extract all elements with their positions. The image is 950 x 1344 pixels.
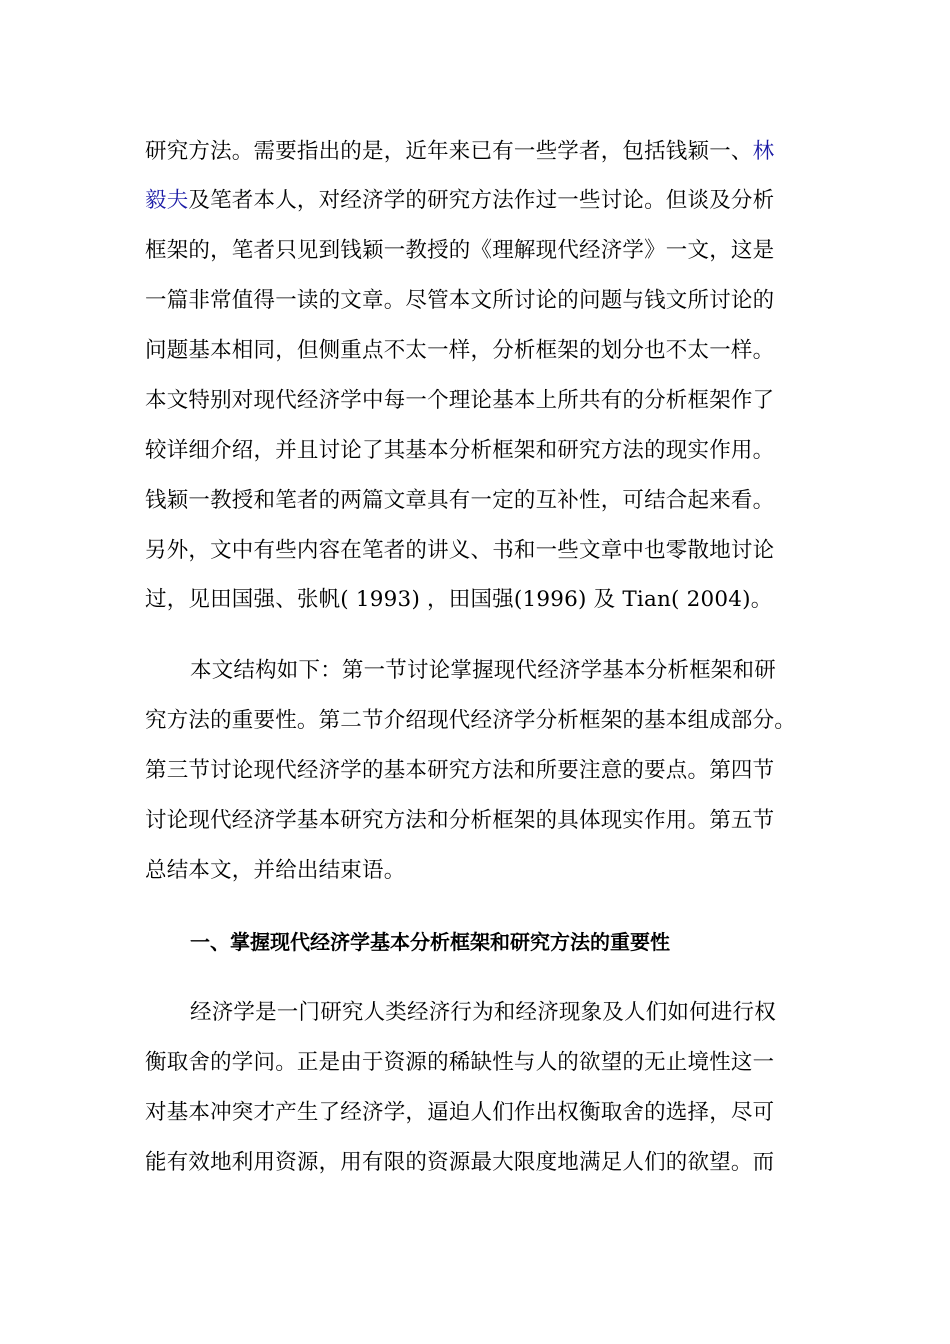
paragraph-1-line-8: 钱颖一教授和笔者的两篇文章具有一定的互补性，可结合起来看。 xyxy=(145,488,775,513)
paragraph-1-line-6: 本文特别对现代经济学中每一个理论基本上所共有的分析框架作了 xyxy=(145,388,775,413)
paragraph-2-line-2: 究方法的重要性。第二节介绍现代经济学分析框架的基本组成部分。 xyxy=(145,708,797,733)
paragraph-1-line-1 xyxy=(145,137,825,167)
text-segment: 及笔者本人，对经济学的研究方法作过一些讨论。但谈及分析 xyxy=(188,188,775,213)
author-link-lin-part-2[interactable]: 毅夫 xyxy=(145,188,189,213)
text-segment: 研究方法。需要指出的是，近年来已有一些学者，包括钱颖一、 xyxy=(145,139,753,164)
paragraph-1-line-7: 较详细介绍，并且讨论了其基本分析框架和研究方法的现实作用。 xyxy=(145,438,775,463)
section-heading: 一、掌握现代经济学基本分析框架和研究方法的重要性 xyxy=(190,930,670,954)
paragraph-1-line-5: 问题基本相同，但侧重点不太一样，分析框架的划分也不太一样。 xyxy=(145,338,775,363)
author-link-lin-part-1[interactable]: 林 xyxy=(752,139,775,164)
paragraph-1-line-9: 另外，文中有些内容在笔者的讲义、书和一些文章中也零散地讨论 xyxy=(145,538,775,563)
paragraph-2-line-1: 本文结构如下：第一节讨论掌握现代经济学基本分析框架和研 xyxy=(190,658,776,683)
paragraph-3-line-3: 对基本冲突才产生了经济学，逼迫人们作出权衡取舍的选择，尽可 xyxy=(145,1100,775,1125)
paragraph-3-line-2: 衡取舍的学问。正是由于资源的稀缺性与人的欲望的无止境性这一 xyxy=(145,1050,775,1075)
paragraph-3-line-1: 经济学是一门研究人类经济行为和经济现象及人们如何进行权 xyxy=(190,1000,776,1025)
paragraph-1-line-10: 过，见田国强、张帆( 1993) ，田国强(1996) 及 Tian( 2004)。 xyxy=(145,587,773,612)
paragraph-3-line-4: 能有效地利用资源，用有限的资源最大限度地满足人们的欲望。而 xyxy=(145,1150,775,1175)
paragraph-1-line-4: 一篇非常值得一读的文章。尽管本文所讨论的问题与钱文所讨论的 xyxy=(145,288,775,313)
paragraph-2-line-5: 总结本文，并给出结束语。 xyxy=(145,858,406,883)
paragraph-2-line-4: 讨论现代经济学基本研究方法和分析框架的具体现实作用。第五节 xyxy=(145,808,775,833)
paragraph-1-line-2 xyxy=(145,186,825,216)
paragraph-1-line-3: 框架的，笔者只见到钱颖一教授的《理解现代经济学》一文，这是 xyxy=(145,238,775,263)
paragraph-2-line-3: 第三节讨论现代经济学的基本研究方法和所要注意的要点。第四节 xyxy=(145,758,775,783)
